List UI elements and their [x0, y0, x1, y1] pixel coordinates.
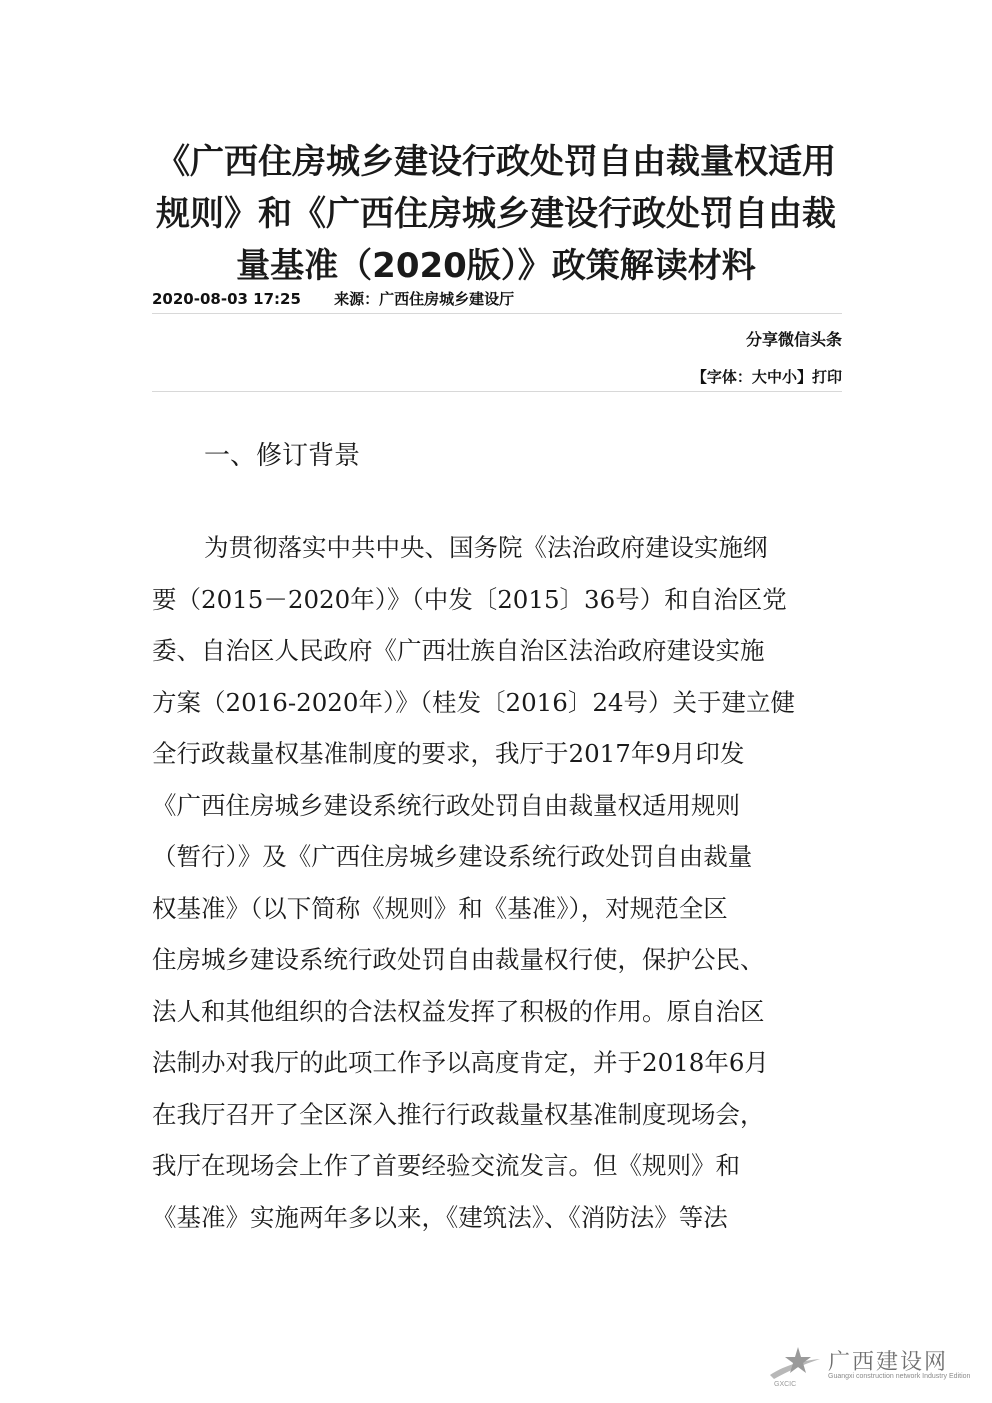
article-body	[152, 522, 842, 1243]
publish-datetime: 2020-08-03 17:25	[152, 290, 301, 308]
body-line: 法人和其他组织的合法权益发挥了积极的作用。原自治区	[152, 996, 765, 1026]
font-bracket-close: 】	[796, 368, 812, 386]
body-line: （暂行）》及《广西住房城乡建设系统行政处罚自由裁量	[152, 842, 753, 871]
source-name: 广西住房城乡建设厅	[379, 290, 515, 308]
font-bracket-open: 【字体：	[691, 368, 752, 386]
divider-bottom	[152, 391, 842, 392]
divider-top	[152, 313, 842, 314]
font-size-toolbar	[692, 367, 842, 387]
article-meta	[152, 289, 514, 309]
body-line: 权基准》（以下简称《规则》和《基准》），对规范全区	[152, 893, 728, 923]
font-size-large-link[interactable]: 大	[751, 368, 767, 386]
body-line: 委、自治区人民政府《广西壮族自治区法治政府建设实施	[152, 636, 765, 665]
watermark-name: 广西建设网	[828, 1350, 949, 1375]
body-line: 《广西住房城乡建设系统行政处罚自由裁量权适用规则	[152, 790, 740, 820]
body-line: 在我厅召开了全区深入推行行政裁量权基准制度现场会，	[152, 1099, 765, 1129]
body-line: 要（2015－2020年）》（中发〔2015〕36号）和自治区党	[152, 584, 787, 614]
body-line: 为贯彻落实中共中央、国务院《法治政府建设实施纲	[204, 533, 768, 562]
site-watermark	[768, 1341, 978, 1393]
page-title: 《广西住房城乡建设行政处罚自由裁量权适用规则》和《广西住房城乡建设行政处罚自由裁量基准（2020版）》政策解读材料	[156, 142, 836, 286]
print-link[interactable]: 打印	[811, 368, 842, 386]
body-line: 全行政裁量权基准制度的要求，我厅于2017年9月印发	[152, 739, 745, 768]
body-line: 方案（2016-2020年）》（桂发〔2016〕24号）关于建立健	[152, 687, 796, 717]
body-line: 住房城乡建设系统行政处罚自由裁量权行使，保护公民、	[152, 945, 765, 974]
watermark-subtitle: Guangxi construction network Industry Edition	[828, 1373, 971, 1380]
body-line: 我厅在现场会上作了首要经验交流发言。但《规则》和	[152, 1151, 740, 1180]
body-line: 《基准》实施两年多以来，《建筑法》、《消防法》等法	[152, 1202, 728, 1232]
body-line: 法制办对我厅的此项工作予以高度肯定，并于2018年6月	[152, 1048, 769, 1077]
star-swoosh-logo-icon	[768, 1345, 824, 1387]
logo-text: GXCIC	[774, 1381, 797, 1387]
section-heading: 一、修订背景	[204, 441, 361, 471]
font-size-small-link[interactable]: 小	[781, 368, 797, 386]
font-size-medium-link[interactable]: 中	[766, 368, 782, 386]
source-label: 来源：	[334, 290, 380, 308]
share-wechat-toutiao-link[interactable]: 分享微信头条	[745, 330, 842, 349]
